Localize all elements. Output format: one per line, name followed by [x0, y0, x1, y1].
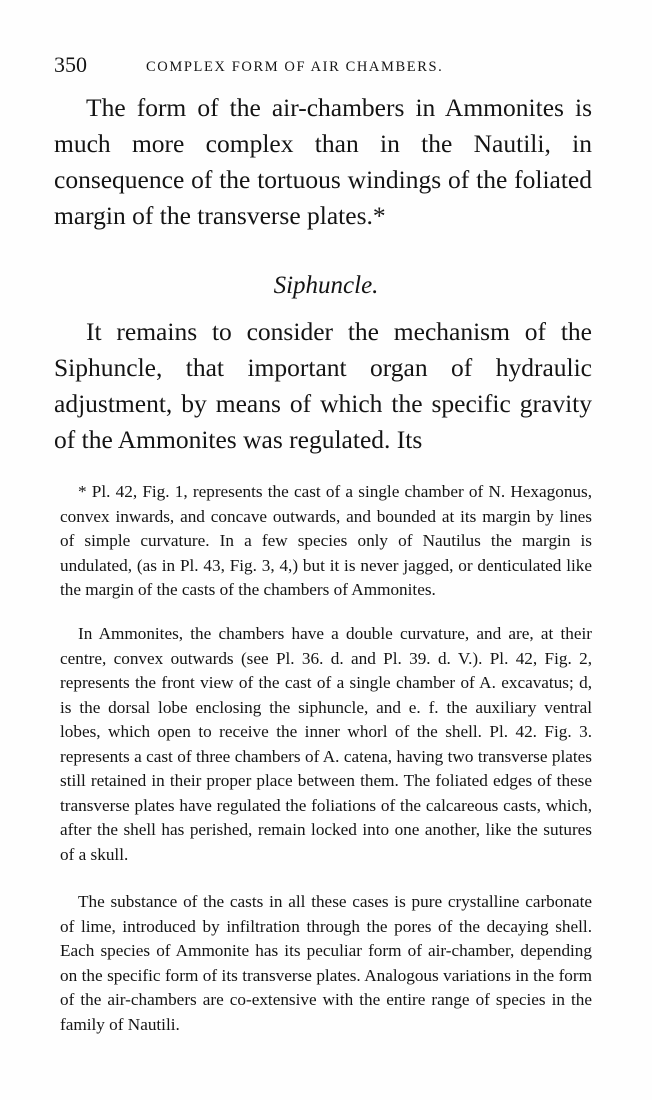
- page-number: 350: [54, 52, 87, 77]
- page-header: [54, 50, 594, 80]
- body-paragraph-air-chambers: The form of the air-chambers in Ammonites is much more complex than in the Nautili, in consequence of the tortuous windings of the foliated margin of the transverse plates.*: [54, 93, 592, 230]
- footnote-paragraph: The substance of the casts in all these cases is pure crystalline carbonate of lime, introduced by infiltration through the pores of the decaying shell. Each species of Ammonite has its peculiar form of air-chamber, depending on the specific form of its transverse plates. Analogous variations in the form of the air-chambers are co-extensive with the entire range of species in the family of Nautili.: [60, 892, 592, 1034]
- body-paragraph-siphuncle: It remains to consider the mechanism of the Siphuncle, that important organ of hydraulic adjustment, by means of which the specific gravity of the Ammonites was regulated. Its: [54, 317, 592, 454]
- running-head: COMPLEX FORM OF AIR CHAMBERS.: [146, 59, 444, 75]
- footnote-paragraph: * Pl. 42, Fig. 1, represents the cast of a single chamber of N. Hexagonus, convex inwards, and concave outwards, and bounded at its margin by lines of simple curvature. In a few species only of Nautilus the margin is undulated, (as in Pl. 43, Fig. 3, 4,) but it is never jagged, or denticulated like the margin of the casts of the chambers of Ammonites.: [60, 482, 592, 599]
- section-heading: Siphuncle.: [273, 272, 379, 299]
- footnote-paragraph: In Ammonites, the chambers have a double curvature, and are, at their centre, convex outwards (see Pl. 36. d. and Pl. 39. d. V.). Pl. 42, Fig. 2, represents the front view of the cast of a single chamber of A. excavatus; d, is the dorsal lobe enclosing the siphuncle, and e. f. the auxiliary ventral lobes, which open to receive the inner whorl of the shell. Pl. 42. Fig. 3. represents a cast of three chambers of A. catena, having two transverse plates still retained in their proper place between them. The foliated edges of these transverse plates have regulated the foliations of the calcareous casts, which, after the shell has perished, remain locked into one another, like the sutures of a skull.: [60, 624, 592, 864]
